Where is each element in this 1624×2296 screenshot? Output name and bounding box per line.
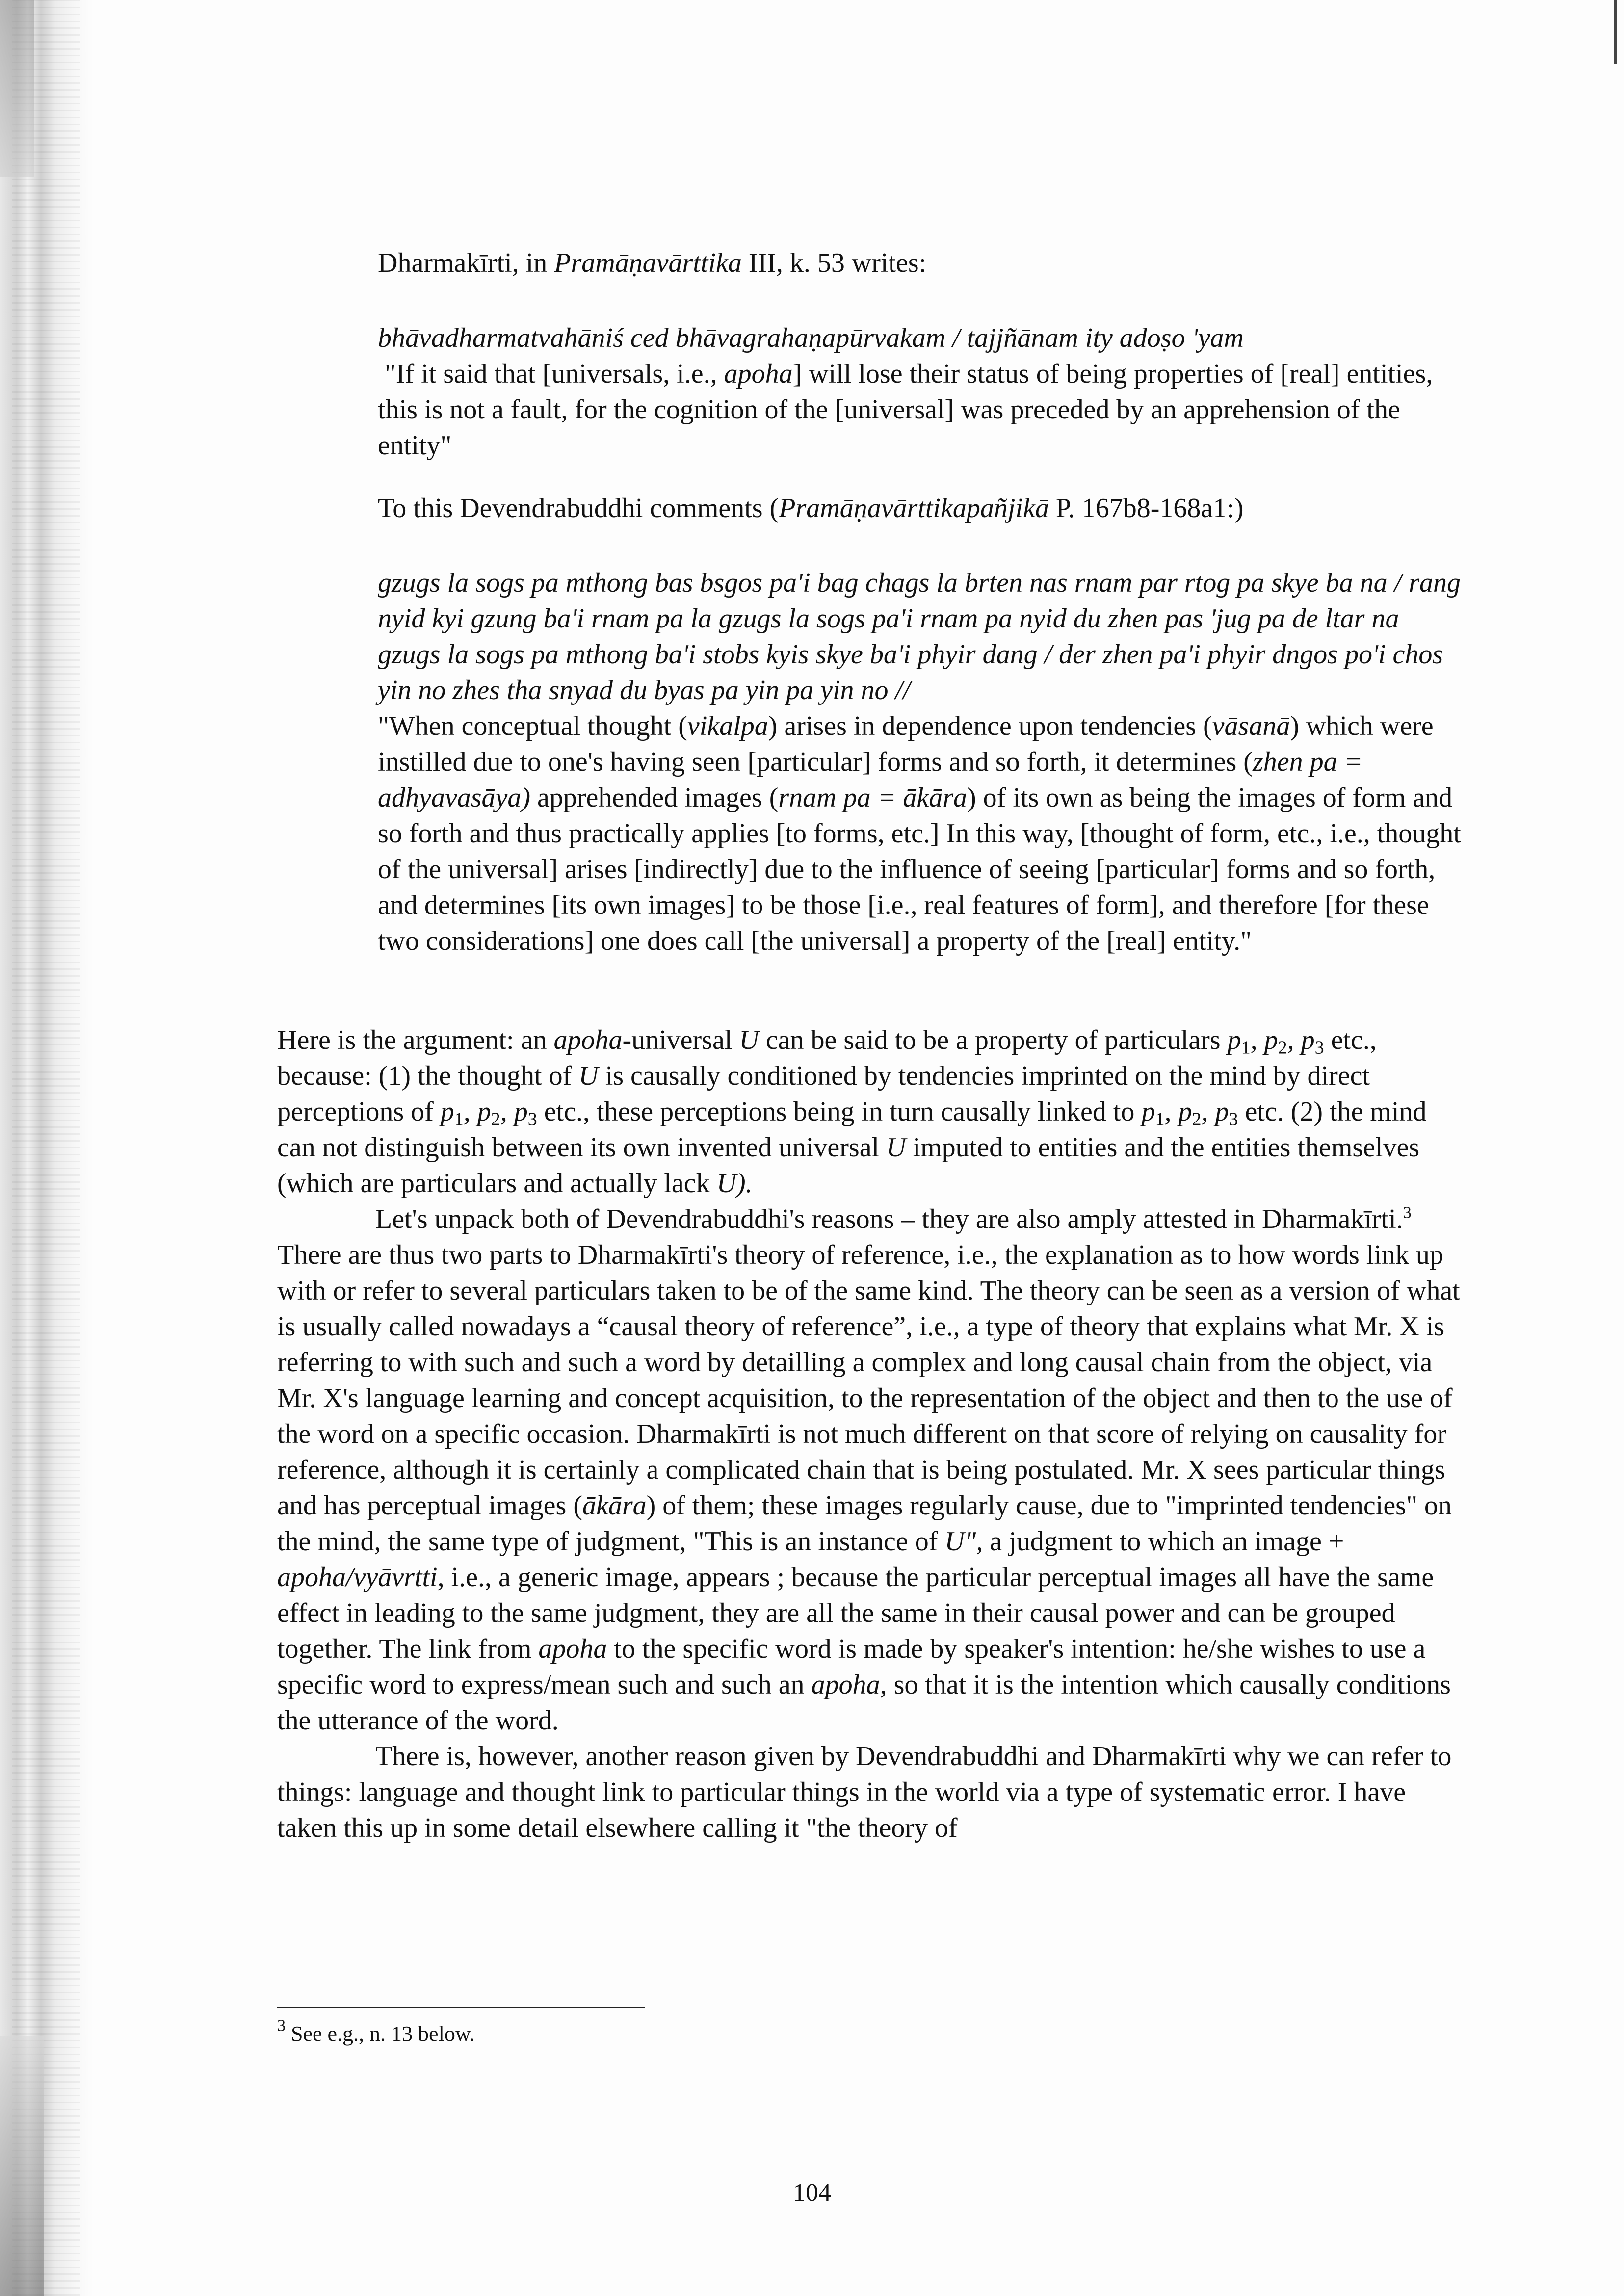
footnote xyxy=(277,2016,475,2048)
tibetan-passage xyxy=(378,565,1462,708)
p2-text-6: to the specific word is made by speaker's intention: he/she wishes to use a specific word to express/mean such and such an xyxy=(277,1634,1426,1700)
tib-trans-5: ) of its own as being the images of form and so forth and thus practically applies [to forms, etc.] In this way, [thought of form, etc., i.e., thought of the universal] arises [indirectly] due to the influence of seeing [particular] forms and so forth, and determines [its own images] to be those [i.e., real features of form], and therefore [for these two considerations] one does call [the universal] a property of the [real] entity." xyxy=(378,783,1461,956)
p3-text: There is, however, another reason given by Devendrabuddhi and Dharmakīrti why we can refer to things: language and thought link to particular things in the world via a type of systematic error. I have taken this up in some detail elsewhere calling it "the theory of xyxy=(277,1741,1452,1843)
p1-p2: p xyxy=(477,1096,491,1127)
p2-apoha: apoha xyxy=(538,1634,607,1664)
p1-text-4: etc., because: (1) the thought of xyxy=(277,1025,1377,1091)
p1-p2: p xyxy=(1264,1025,1278,1055)
p2-apoha: apoha xyxy=(811,1670,880,1700)
p1-sub2: 2 xyxy=(1278,1037,1287,1058)
verse-translation xyxy=(378,356,1462,464)
p1-sub2: 2 xyxy=(491,1109,500,1130)
paragraph-theory-of-reference xyxy=(277,1201,1465,1739)
p2-apoha-vyavrtti: apoha/vyāvrtti xyxy=(277,1562,438,1592)
p1-text-6: etc., these perceptions being in turn causally linked to xyxy=(537,1096,1142,1127)
p1-text-7: etc. (2) the mind can not distinguish between its own invented universal xyxy=(277,1096,1427,1163)
intro-line xyxy=(378,245,1457,281)
p1-U: U xyxy=(886,1132,906,1163)
footnote-number: 3 xyxy=(277,2016,286,2035)
p1-comma: , xyxy=(1201,1096,1215,1127)
p1-U: U xyxy=(578,1061,599,1091)
p2-text-4: a judgment to which an image + xyxy=(983,1526,1344,1557)
page-number: 104 xyxy=(793,2179,831,2207)
scan-corner-mark xyxy=(1614,0,1617,64)
p1-p3: p xyxy=(1215,1096,1229,1127)
block-quote-2 xyxy=(378,565,1462,959)
p1-p3: p xyxy=(514,1096,528,1127)
p2-U: U", xyxy=(944,1526,983,1557)
p1-p1: p xyxy=(440,1096,454,1127)
footnote-rule xyxy=(277,2007,645,2008)
footnote-reference: 3 xyxy=(1403,1203,1412,1222)
translation-part-1: "If it said that [universals, i.e., xyxy=(385,359,724,389)
intro-text: Dharmakīrti, in xyxy=(378,248,554,278)
comment-work-title: Pramāṇavārttikapañjikā xyxy=(779,493,1049,523)
p1-sub3: 3 xyxy=(527,1109,537,1130)
comment-text: To this Devendrabuddhi comments ( xyxy=(378,493,779,523)
term-vikalpa: vikalpa xyxy=(687,711,768,741)
p1-sub3: 3 xyxy=(1314,1037,1324,1058)
p1-text-3: can be said to be a property of particulars xyxy=(759,1025,1228,1055)
p1-U: U xyxy=(739,1025,759,1055)
p1-p1: p xyxy=(1227,1025,1241,1055)
comment-text-end: P. 167b8-168a1:) xyxy=(1048,493,1244,523)
p1-p2: p xyxy=(1178,1096,1192,1127)
term-vasana: vāsanā xyxy=(1212,711,1290,741)
scan-shadow-bottom xyxy=(0,2036,44,2296)
sanskrit-verse xyxy=(378,320,1462,356)
tib-trans-3: ) which were instilled due to one's having seen [particular] forms and so forth, it determines ( xyxy=(378,711,1434,777)
term-zhen-pa: zhen pa = adhyavasāya) xyxy=(378,747,1363,813)
p1-comma: , xyxy=(463,1096,477,1127)
paragraph-argument xyxy=(277,1022,1465,1201)
p1-p1: p xyxy=(1141,1096,1155,1127)
footnote-text: See e.g., n. 13 below. xyxy=(286,2022,475,2046)
p1-p3: p xyxy=(1301,1025,1315,1055)
translation-part-2: ] will lose their status of being properties of [real] entities, this is not a fault, for the cognition of the [universal] was preceded by an apprehension of the entity" xyxy=(378,359,1433,461)
p1-comma: , xyxy=(1287,1025,1301,1055)
intro-work-title: Pramāṇavārttika xyxy=(554,248,742,278)
scan-binding-edge xyxy=(0,0,93,2296)
p2-text-5: , i.e., a generic image, appears ; because the particular perceptual images all have the same effect in leading to the same judgment, they are all the same in their causal power and can be grouped together. The link from xyxy=(277,1562,1434,1664)
main-body xyxy=(277,1022,1465,1846)
p1-sub1: 1 xyxy=(1241,1037,1251,1058)
translation-apoha: apoha xyxy=(724,359,793,389)
scan-shadow-top xyxy=(0,0,34,177)
comment-line xyxy=(378,491,1462,526)
p1-comma: , xyxy=(500,1096,514,1127)
p1-U-end: U). xyxy=(716,1168,753,1199)
tibetan-passage-text: gzugs la sogs pa mthong bas bsgos pa'i bag chags la brten nas rnam par rtog pa skye ba na / rang nyid kyi gzung ba'i rnam pa la gzugs la sogs pa'i rnam pa nyid du zhen pas 'jug pa de ltar na gzugs la sogs pa mthong ba'i stobs kyis skye ba'i phyir dang / der zhen pa'i phyir dngos po'i chos yin no zhes tha snyad du byas pa yin pa yin no // xyxy=(378,568,1461,705)
tib-trans-1: "When conceptual thought ( xyxy=(378,711,687,741)
p1-sub2: 2 xyxy=(1192,1109,1202,1130)
p2-akara: ākāra xyxy=(582,1490,647,1521)
p2-text-7: , so that it is the intention which causally conditions the utterance of the word. xyxy=(277,1670,1451,1736)
p2-text-1: Let's unpack both of Devendrabuddhi's reasons – they are also amply attested in Dharmakīrti. xyxy=(375,1204,1403,1234)
tib-trans-4: apprehended images ( xyxy=(530,783,779,813)
p1-sub1: 1 xyxy=(1155,1109,1165,1130)
tibetan-translation xyxy=(378,708,1462,959)
tib-trans-2: ) arises in dependence upon tendencies ( xyxy=(768,711,1212,741)
p1-sub1: 1 xyxy=(454,1109,464,1130)
block-quote-1 xyxy=(378,320,1462,464)
p1-text-5: is causally conditioned by tendencies imprinted on the mind by direct perceptions of xyxy=(277,1061,1370,1127)
p1-comma: , xyxy=(1164,1096,1179,1127)
paragraph-systematic-error xyxy=(277,1739,1465,1846)
p1-apoha: apoha xyxy=(553,1025,623,1055)
p1-comma: , xyxy=(1250,1025,1264,1055)
p1-text-2: -universal xyxy=(622,1025,739,1055)
p2-text-3: ) of them; these images regularly cause, due to "imprinted tendencies" on the mind, the same type of judgment, "This is an instance of xyxy=(277,1490,1452,1557)
sanskrit-verse-text: bhāvadharmatvahāniś ced bhāvagrahaṇapūrvakam / tajjñānam ity adoṣo 'yam xyxy=(378,323,1244,353)
p1-text-8: imputed to entities and the entities themselves (which are particulars and actually lack xyxy=(277,1132,1420,1199)
p1-sub3: 3 xyxy=(1229,1109,1238,1130)
p2-text-2: There are thus two parts to Dharmakīrti's theory of reference, i.e., the explanation as to how words link up with or refer to several particulars taken to be of the same kind. The theory can be seen as a version of what is usually called nowadays a “causal theory of reference”, i.e., a type of theory that explains what Mr. X is referring to with such and such a word by detailling a complex and long causal chain from the object, via Mr. X's language learning and concept acquisition, to the representation of the object and then to the use of the word on a specific occasion. Dharmakīrti is not much different on that score of relying on causality for reference, although it is certainly a complicated chain that is being postulated. Mr. X sees particular things and has perceptual images ( xyxy=(277,1240,1460,1521)
p1-text-1: Here is the argument: an xyxy=(277,1025,554,1055)
intro-text-end: III, k. 53 writes: xyxy=(741,248,927,278)
term-rnam-pa: rnam pa = ākāra xyxy=(778,783,968,813)
